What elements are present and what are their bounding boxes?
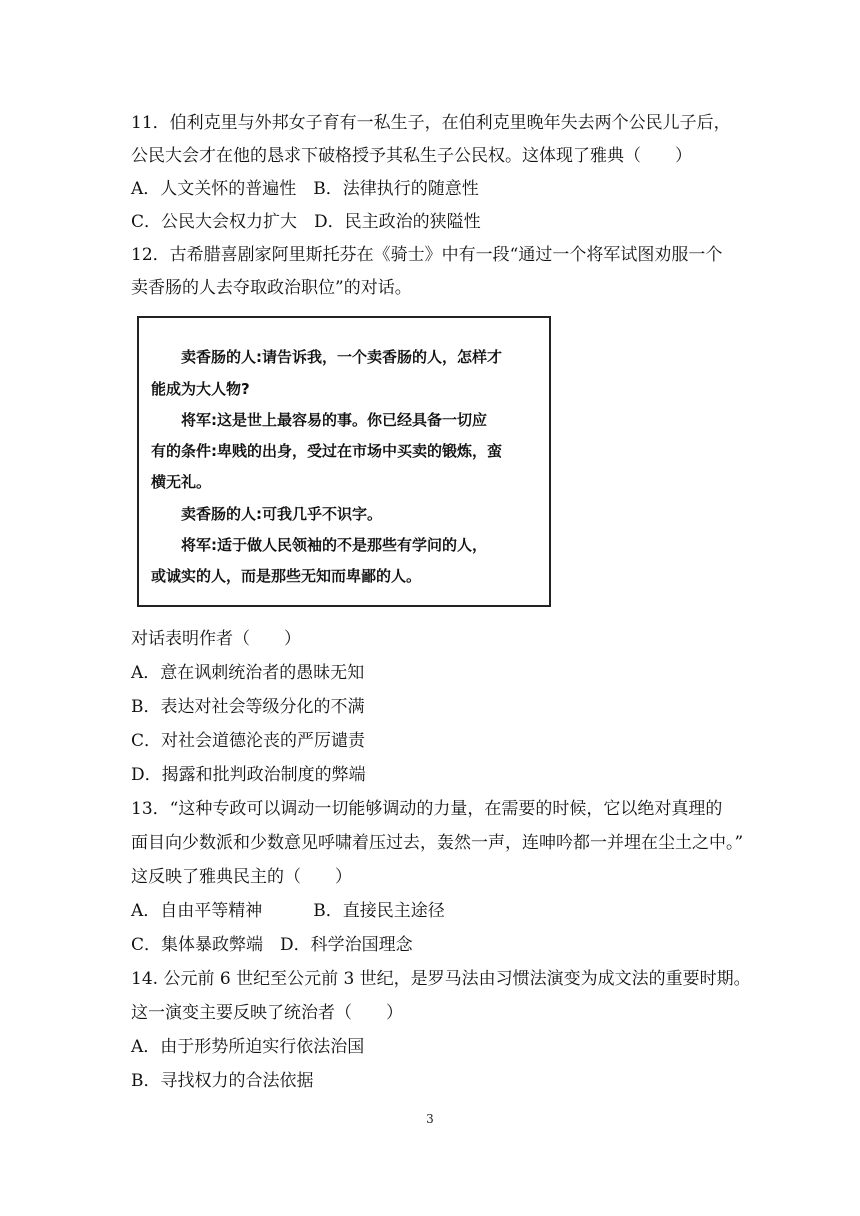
q13-options-line2: C．集体暴政弊端 D．科学治国理念	[131, 935, 413, 955]
quote-line: 能成为大人物?	[151, 380, 250, 398]
q11-options-line1: A．人文关怀的普遍性 B．法律执行的随意性	[131, 179, 479, 199]
dialogue-quote-box	[137, 316, 551, 607]
page-number: 3	[426, 1112, 434, 1126]
q14-option-b: B．寻找权力的合法依据	[131, 1071, 314, 1091]
quote-line: 将军:这是世上最容易的事。你已经具备一切应	[151, 411, 488, 429]
quote-line: 或诚实的人，而是那些无知而卑鄙的人。	[151, 567, 422, 585]
q12-option-c: C．对社会道德沦丧的严厉谴责	[131, 731, 366, 751]
quote-line: 横无礼。	[151, 473, 212, 491]
q13-stem-line1: 13．“这种专政可以调动一切能够调动的力量，在需要的时候，它以绝对真理的	[131, 799, 723, 819]
q12-option-a: A．意在讽刺统治者的愚昧无知	[131, 663, 365, 683]
q11-stem-line1: 11．伯利克里与外邦女子育有一私生子，在伯利克里晚年失去两个公民儿子后，	[131, 113, 731, 133]
q12-option-d: D．揭露和批判政治制度的弊端	[131, 765, 366, 785]
q11-options-line2: C．公民大会权力扩大 D．民主政治的狭隘性	[131, 212, 481, 232]
q13-stem-line2: 面目向少数派和少数意见呼啸着压过去，轰然一声，连呻吟都一并埋在尘土之中。”	[131, 833, 744, 853]
q12-stem-line2: 卖香肠的人去夺取政治职位”的对话。	[131, 278, 412, 298]
q12-stem-line1: 12．古希腊喜剧家阿里斯托芬在《骑士》中有一段“通过一个将军试图劝服一个	[131, 245, 723, 265]
q13-stem-line3: 这反映了雅典民主的（ ）	[131, 867, 352, 887]
quote-line: 卖香肠的人:可我几乎不识字。	[151, 505, 383, 523]
q12-option-b: B．表达对社会等级分化的不满	[131, 697, 365, 717]
q14-option-a: A．由于形势所迫实行依法治国	[131, 1037, 365, 1057]
q13-options-line1: A．自由平等精神 B．直接民主途径	[131, 901, 445, 921]
q14-stem-line2: 这一演变主要反映了统治者（ ）	[131, 1003, 403, 1023]
quote-line: 卖香肠的人:请告诉我，一个卖香肠的人，怎样才	[151, 348, 503, 366]
q12-prompt: 对话表明作者（ ）	[131, 629, 301, 649]
quote-line: 将军:适于做人民领袖的不是那些有学问的人，	[151, 536, 488, 554]
q14-stem-line1: 14. 公元前 6 世纪至公元前 3 世纪，是罗马法由习惯法演变为成文法的重要时期。	[131, 969, 751, 989]
quote-line: 有的条件:卑贱的出身，受过在市场中买卖的锻炼，蛮	[151, 442, 503, 460]
q11-stem-line2: 公民大会才在他的恳求下破格授予其私生子公民权。这体现了雅典（ ）	[131, 146, 692, 166]
